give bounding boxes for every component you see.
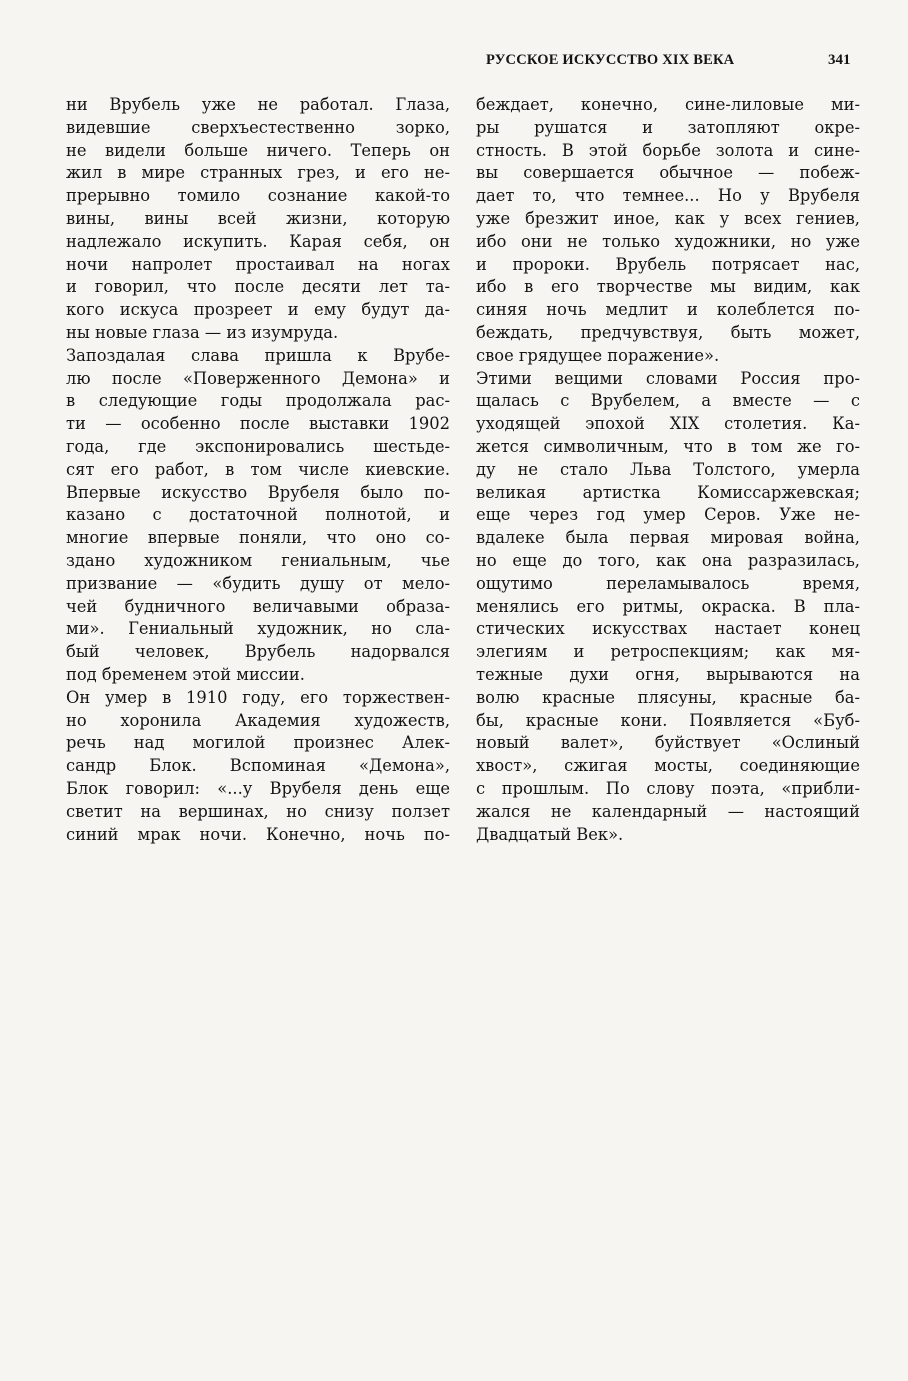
text-line: синяя ночь медлит и колеблется по- xyxy=(476,300,860,320)
text-line: беждать, предчувствуя, быть может, xyxy=(476,322,860,342)
text-line: дает то, что темнее... Но у Врубеля xyxy=(476,186,860,206)
text-line: менялись его ритмы, окраска. В пла- xyxy=(476,596,860,616)
text-line: но еще до того, как она разразилась, xyxy=(476,550,860,570)
text-line: казано с достаточной полнотой, и xyxy=(66,505,450,525)
text-line: еще через год умер Серов. Уже не- xyxy=(476,505,860,525)
text-line: кого искуса прозреет и ему будут да- xyxy=(66,300,450,320)
text-line: ду не стало Льва Толстого, умерла xyxy=(476,459,860,479)
text-line: ни Врубель уже не работал. Глаза, xyxy=(66,95,450,114)
text-line: вы совершается обычное — побеж- xyxy=(476,163,860,183)
text-line: Двадцатый Век». xyxy=(476,824,624,844)
text-line: в следующие годы продолжала рас- xyxy=(66,391,450,411)
right-text-column xyxy=(476,94,860,846)
text-line: вины, вины всей жизни, которую xyxy=(66,208,450,228)
text-line: сят его работ, в том числе киевские. xyxy=(66,459,450,479)
text-line: хвост», сжигая мосты, соединяющие xyxy=(476,756,860,776)
text-line: жил в мире странных грез, и его не- xyxy=(66,163,450,183)
text-line: здано художником гениальным, чье xyxy=(66,550,450,570)
running-title: РУССКОЕ ИСКУССТВО XIX ВЕКА xyxy=(486,52,735,68)
text-line: лю после «Поверженного Демона» и xyxy=(66,368,450,388)
text-line: великая артистка Комиссаржевская; xyxy=(476,482,860,502)
text-line: бый человек, Врубель надорвался xyxy=(66,642,450,662)
text-line: ночи напролет простаивал на ногах xyxy=(66,254,450,274)
text-line: Впервые искусство Врубеля было по- xyxy=(66,482,450,502)
text-line: Запоздалая слава пришла к Врубе- xyxy=(66,345,450,365)
text-line: щалась с Врубелем, а вместе — с xyxy=(476,391,860,411)
text-line: уходящей эпохой XIX столетия. Ка- xyxy=(476,414,860,434)
text-line: под бременем этой миссии. xyxy=(66,664,305,684)
text-line: прерывно томило сознание какой-то xyxy=(66,186,450,206)
text-line: Он умер в 1910 году, его торжествен- xyxy=(66,687,450,707)
text-line: Блок говорил: «...у Врубеля день еще xyxy=(66,778,450,798)
text-line: вдалеке была первая мировая война, xyxy=(476,528,860,548)
text-line: жется символичным, что в том же го- xyxy=(476,436,860,456)
text-line: года, где экспонировались шестьде- xyxy=(66,436,450,456)
text-line: ти — особенно после выставки 1902 xyxy=(66,414,450,434)
text-line: ми». Гениальный художник, но сла- xyxy=(66,619,450,639)
text-line: стность. В этой борьбе золота и сине- xyxy=(476,140,860,160)
page-number: 341 xyxy=(828,52,851,68)
text-line: ощутимо переламывалось время, xyxy=(476,573,860,593)
text-line: свое грядущее поражение». xyxy=(476,345,720,365)
text-line: с прошлым. По слову поэта, «прибли- xyxy=(476,778,860,798)
text-line: тежные духи огня, вырываются на xyxy=(476,664,860,684)
text-line: ры рушатся и затопляют окре- xyxy=(476,117,860,137)
text-line: призвание — «будить душу от мело- xyxy=(66,573,450,593)
text-line: уже брезжит иное, как у всех гениев, xyxy=(476,208,860,228)
text-line: Этими вещими словами Россия про- xyxy=(476,368,860,388)
text-line: элегиям и ретроспекциям; как мя- xyxy=(476,642,860,662)
text-line: не видели больше ничего. Теперь он xyxy=(66,140,450,160)
text-line: речь над могилой произнес Алек- xyxy=(66,733,450,753)
left-text-column xyxy=(66,94,450,846)
text-line: ибо они не только художники, но уже xyxy=(476,231,860,251)
text-line: синий мрак ночи. Конечно, ночь по- xyxy=(66,824,450,844)
text-line: ибо в его творчестве мы видим, как xyxy=(476,277,860,297)
text-line: ны новые глаза — из изумруда. xyxy=(66,322,339,342)
text-line: сандр Блок. Вспоминая «Демона», xyxy=(66,756,450,776)
text-line: бы, красные кони. Появляется «Буб- xyxy=(476,710,860,730)
text-line: надлежало искупить. Карая себя, он xyxy=(66,231,450,251)
text-line: новый валет», буйствует «Ослиный xyxy=(476,733,860,753)
text-line: волю красные плясуны, красные ба- xyxy=(476,687,860,707)
text-line: видевшие сверхъестественно зорко, xyxy=(66,117,450,137)
text-line: и пророки. Врубель потрясает нас, xyxy=(476,254,860,274)
text-line: чей будничного величавыми образа- xyxy=(66,596,450,616)
text-line: светит на вершинах, но снизу ползет xyxy=(66,801,450,821)
text-line: но хоронила Академия художеств, xyxy=(66,710,450,730)
text-line: стических искусствах настает конец xyxy=(476,619,860,639)
text-line: многие впервые поняли, что оно со- xyxy=(66,528,450,548)
text-line: и говорил, что после десяти лет та- xyxy=(66,277,450,297)
text-line: жался не календарный — настоящий xyxy=(476,801,860,821)
text-line: беждает, конечно, сине-лиловые ми- xyxy=(476,95,860,114)
